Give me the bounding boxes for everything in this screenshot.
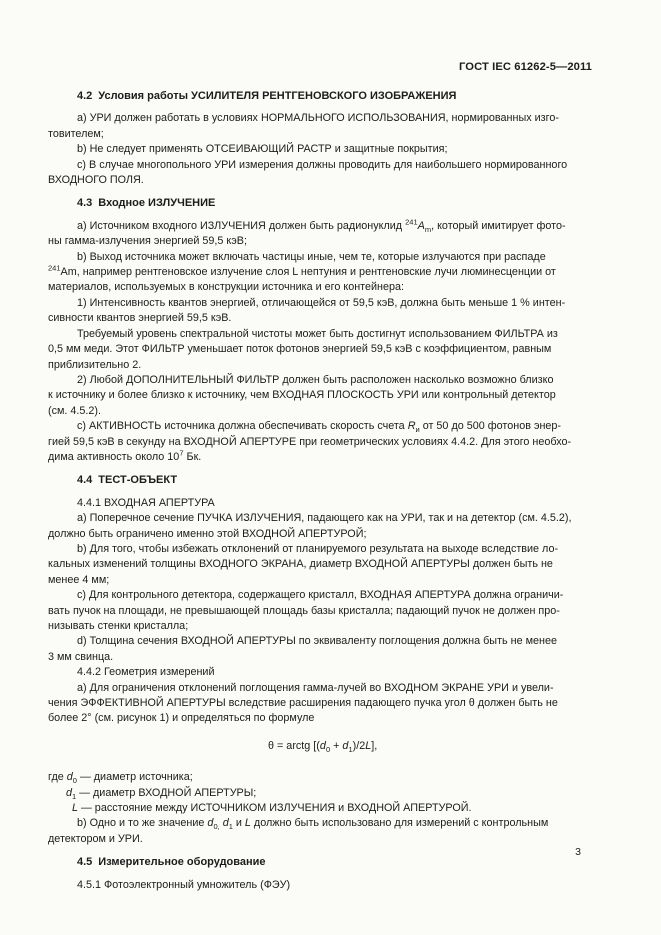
s44-a-line1: а) Поперечное сечение ПУЧКА ИЗЛУЧЕНИЯ, падающего как на УРИ, так и на детектор (см. 4.5.2), (77, 512, 572, 525)
s42-a-line2: товителем; (48, 127, 104, 140)
s43-c-line3: дима активность около $10^7$ Бк. (48, 448, 202, 463)
s43-b-line1: b) Выход источника может включать частицы иные, чем те, которые излучаются при распаде (77, 250, 546, 263)
s43-item2-line3: (см. 4.5.2). (48, 404, 102, 417)
s42-a-line1: а) УРИ должен работать в условиях НОРМАЛЬНОГО ИСПОЛЬЗОВАНИЯ, нормированных изго- (77, 112, 559, 125)
s44-c-line3: низывать стенки кристалла; (48, 620, 189, 632)
s43-text-line2: 0,5 мм меди. Этот ФИЛЬТР уменьшает поток фотонов энергией 59,5 кэВ с коэффициентом, равным (48, 343, 552, 356)
section-heading-4-2: 4.2 Условия работы УСИЛИТЕЛЯ РЕНТГЕНОВСКОГО ИЗОБРАЖЕНИЯ (77, 90, 457, 102)
s44-c-line2: вать пучок на площади, не превышающей площадь базы кристалла; падающий пучок не должен про- (48, 604, 560, 617)
s43-c-line1: с) АКТИВНОСТЬ источника должна обеспечивать скорость счета $R_и$ от 50 до 500 фотонов энер- (77, 420, 562, 435)
s44-subheading-1: 4.4.1 ВХОДНАЯ АПЕРТУРА (77, 496, 215, 509)
s44-a-line2: должно быть ограничено именно этой ВХОДНОЙ АПЕРТУРОЙ; (48, 527, 367, 540)
formula-theta: θ = arctg $[(d_0 + d_1)/2L]$, (268, 739, 378, 754)
s43-item2-line1: 2) Любой ДОПОЛНИТЕЛЬНЫЙ ФИЛЬТР должен быть расположен насколько возможно близко (77, 373, 554, 386)
s44-g-line1: а) Для ограничения отклонений поглощения гамма-лучей во ВХОДНОМ ЭКРАНЕ УРИ и увели- (77, 681, 554, 694)
s43-item1-line1: 1) Интенсивность квантов энергией, отличающейся от 59,5 кэВ, должна быть меньше 1 % интен- (77, 296, 566, 309)
s43-a-line1: а) Источником входного ИЗЛУЧЕНИЯ должен быть радионуклид $^{241}A_m$, который имитирует фото- (77, 217, 566, 234)
section-heading-4-4: 4.4 ТЕСТ-ОБЪЕКТ (77, 474, 178, 487)
s43-c-line2: гией 59,5 кэВ в секунду на ВХОДНОЙ АПЕРТУРЕ при геометрических условиях 4.4.2. Для этого необхо- (48, 435, 572, 448)
s43-b-line2: $^{241}$Am, например рентгеновское излучение слоя L нептуния и рентгеновские лучи люминесценции от (48, 263, 556, 279)
s43-text-line3: приблизительно 2. (48, 358, 142, 371)
s44-b-line2: кальных изменений толщины ВХОДНОГО ЭКРАНА, диаметр ВХОДНОЙ АПЕРТУРЫ должен быть не (48, 558, 553, 571)
s44-h-line1: b) Одно и то же значение $d_{0,}$ $d_1$ и L должно быть использовано для измерений с контрольным (77, 817, 549, 832)
s42-c-line2: ВХОДНОГО ПОЛЯ. (48, 174, 144, 187)
s42-c-line1: с) В случае многопольного УРИ измерения должны проводить для наибольшего нормированного (77, 158, 568, 171)
s44-b-line1: b) Для того, чтобы избежать отклонений от планируемого результата на выходе вследствие ло- (77, 542, 559, 555)
s44-c-line1: с) Для контрольного детектора, содержащего кристалл, ВХОДНАЯ АПЕРТУРА должна ограничи- (77, 589, 564, 602)
s43-b-line3: материалов, используемых в конструкции источника и его контейнера: (48, 281, 405, 294)
s43-a-line2: ны гамма-излучения энергией 59,5 кэВ; (48, 235, 247, 248)
s43-item1-line2: сивности квантов энергией 59,5 кэВ. (48, 312, 232, 325)
standard-header: ГОСТ IEC 61262-5—2011 (458, 61, 592, 73)
s43-text-line1: Требуемый уровень спектральной чистоты может быть достигнут использованием ФИЛЬТРА из (77, 327, 558, 340)
s44-b-line3: менее 4 мм; (48, 573, 110, 586)
s44-d-line1: d) Толщина сечения ВХОДНОЙ АПЕРТУРЫ по эквиваленту поглощения должна быть не менее (77, 635, 558, 648)
s44-g-line3: более 2° (см. рисунок 1) и определяться по формуле (48, 712, 315, 725)
page-number: 3 (575, 846, 581, 858)
section-heading-4-5: 4.5 Измерительное оборудование (77, 856, 266, 869)
document-body (48, 89, 586, 893)
s44-h-line2: детектором и УРИ. (48, 832, 143, 845)
s45-subheading-1: 4.5.1 Фотоэлектронный умножитель (ФЭУ) (77, 878, 291, 891)
s44-subheading-2: 4.4.2 Геометрия измерений (77, 666, 215, 679)
s44-g-line2: чения ЭФФЕКТИВНОЙ АПЕРТУРЫ вследствие расширения падающего пучка угол θ должен быть не (48, 697, 558, 710)
s43-item2-line2: к источнику и более близко к источнику, чем ВХОДНАЯ ПЛОСКОСТЬ УРИ или контрольный детектор (48, 389, 556, 402)
where-line-L: L — расстояние между ИСТОЧНИКОМ ИЗЛУЧЕНИЯ и ВХОДНОЙ АПЕРТУРОЙ. (72, 802, 472, 815)
where-line-d1: $d_1$ — диаметр ВХОДНОЙ АПЕРТУРЫ; (66, 786, 257, 801)
s44-d-line2: 3 мм свинца. (48, 650, 114, 663)
where-line-d0: где $d_0$ — диаметр источника; (48, 771, 193, 786)
s42-b: b) Не следует применять ОТСЕИВАЮЩИЙ РАСТР и защитные покрытия; (77, 143, 448, 156)
section-heading-4-3: 4.3 Входное ИЗЛУЧЕНИЕ (77, 197, 216, 210)
